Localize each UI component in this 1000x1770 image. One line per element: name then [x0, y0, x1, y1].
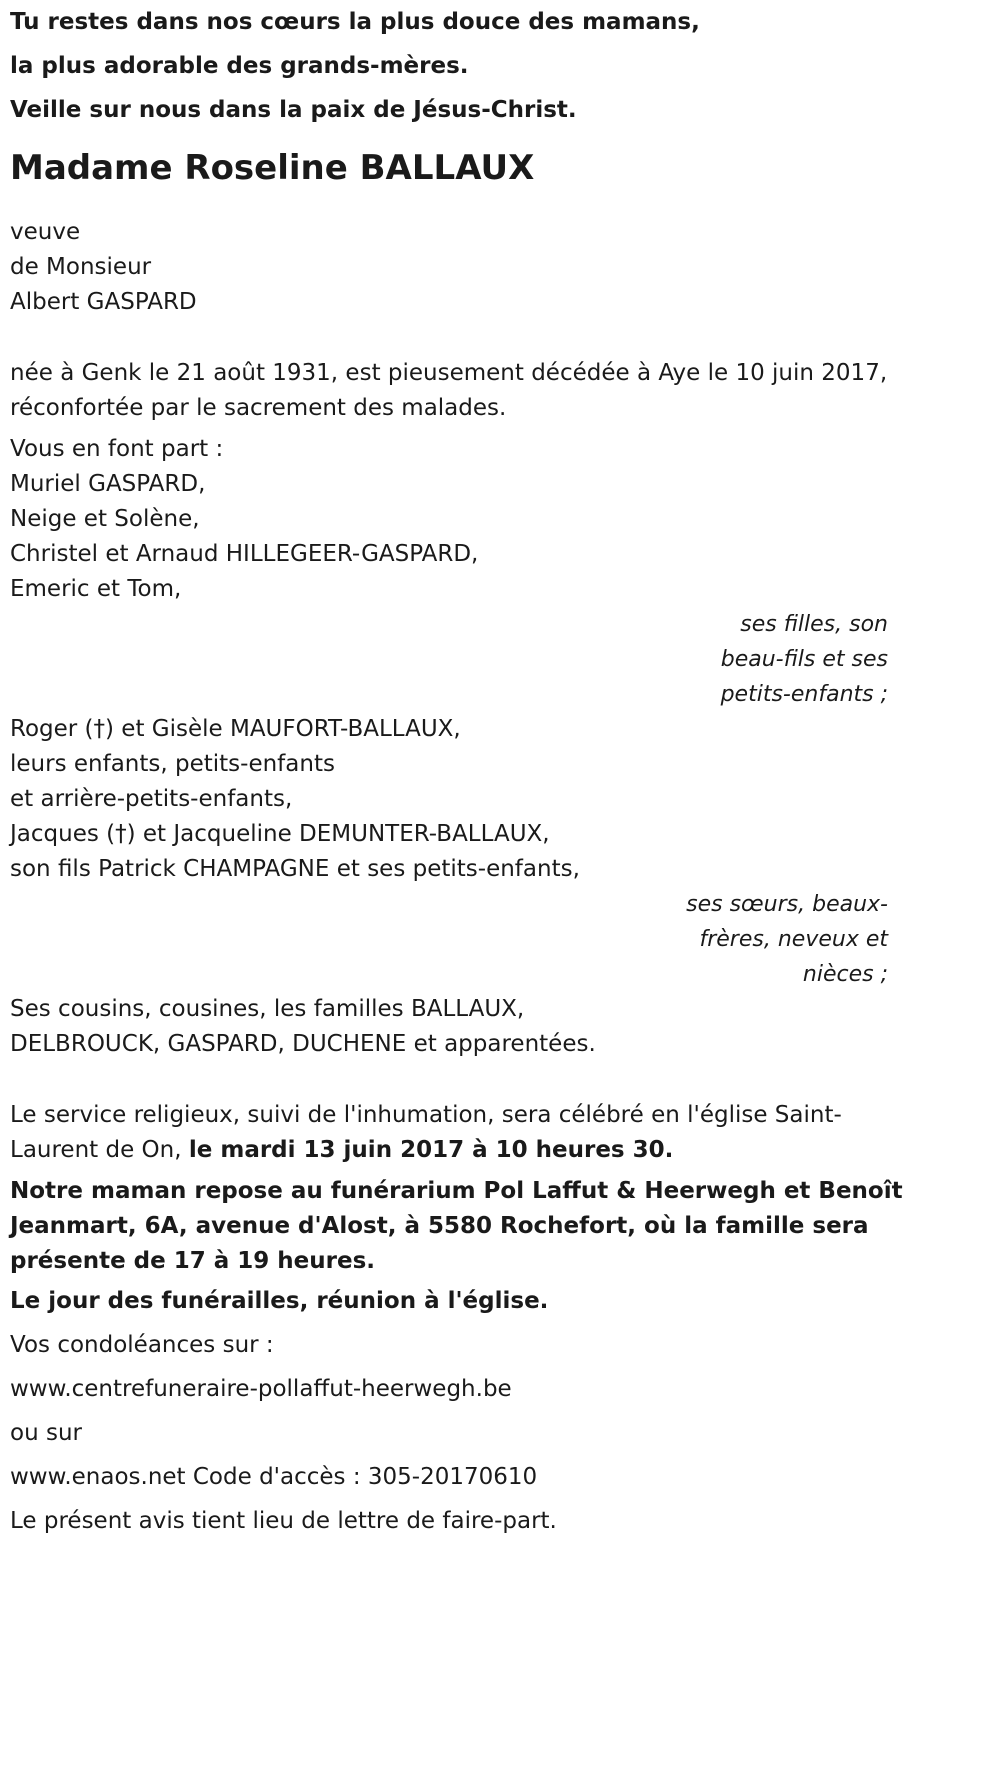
family-group-1-relation [10, 607, 890, 712]
family-line: Jacques (†) et Jacqueline DEMUNTER-BALLAUX, [10, 821, 550, 847]
family-group-1 [10, 467, 890, 607]
service-line [10, 1133, 890, 1168]
condolences [10, 1323, 890, 1499]
funeral-meeting: Le jour des funérailles, réunion à l'église. [10, 1288, 549, 1314]
relation-line: ses filles, son [740, 612, 888, 637]
condolences-intro: Vos condoléances sur : [10, 1332, 274, 1358]
family-line: leurs enfants, petits-enfants [10, 751, 335, 777]
family-line: Ses cousins, cousines, les familles BALLAUX, [10, 996, 525, 1022]
funerarium-line: Jeanmart, 6A, avenue d'Alost, à 5580 Rochefort, où la famille sera [10, 1213, 869, 1239]
family-line: Neige et Solène, [10, 506, 200, 532]
family-line: DELBROUCK, GASPARD, DUCHENE et apparentées. [10, 1031, 596, 1057]
family-line: Roger (†) et Gisèle MAUFORT-BALLAUX, [10, 716, 461, 742]
service-info [10, 1098, 890, 1168]
funerarium-line: Notre maman repose au funérarium Pol Laffut & Heerwegh et Benoît [10, 1178, 903, 1204]
service-date: le mardi 13 juin 2017 à 10 heures 30. [188, 1137, 674, 1163]
relation-line: petits-enfants ; [720, 682, 888, 707]
relation-line: ses sœurs, beaux- [686, 892, 888, 917]
widow-line: Albert GASPARD [10, 289, 197, 315]
family-group-2 [10, 712, 890, 887]
family-line: son fils Patrick CHAMPAGNE et ses petits-enfants, [10, 856, 580, 882]
motto-line: Tu restes dans nos cœurs la plus douce des mamans, [10, 9, 700, 35]
family-group-2-relation [10, 887, 890, 992]
relation-line: beau-fils et ses [720, 647, 888, 672]
funerarium-line: présente de 17 à 19 heures. [10, 1248, 376, 1274]
service-line: Le service religieux, suivi de l'inhumation, sera célébré en l'église Saint- [10, 1102, 842, 1128]
deceased-name: Madame Roseline BALLAUX [10, 148, 535, 188]
announcers-intro: Vous en font part : [10, 436, 224, 462]
widow-line: veuve [10, 219, 81, 245]
motto-line: la plus adorable des grands-mères. [10, 53, 469, 79]
condolences-link-2[interactable]: www.enaos.net Code d'accès : 305-20170610 [10, 1464, 538, 1490]
birth-death-line: réconfortée par le sacrement des malades. [10, 395, 507, 421]
closing-note: Le présent avis tient lieu de lettre de faire-part. [10, 1508, 557, 1534]
condolences-link-1[interactable]: www.centrefuneraire-pollaffut-heerwegh.be [10, 1376, 512, 1402]
motto [10, 0, 890, 132]
family-line: et arrière-petits-enfants, [10, 786, 293, 812]
relation-line: nièces ; [802, 962, 888, 987]
widow-line: de Monsieur [10, 254, 152, 280]
family-group-3 [10, 992, 890, 1062]
relation-line: frères, neveux et [699, 927, 888, 952]
service-place: Laurent de On, [10, 1137, 189, 1163]
birth-death [10, 356, 890, 426]
family-line: Emeric et Tom, [10, 576, 182, 602]
condolences-or: ou sur [10, 1420, 82, 1446]
birth-death-line: née à Genk le 21 août 1931, est pieusement décédée à Aye le 10 juin 2017, [10, 360, 888, 386]
funerarium-info [10, 1174, 903, 1279]
family-line: Christel et Arnaud HILLEGEER-GASPARD, [10, 541, 479, 567]
family-line: Muriel GASPARD, [10, 471, 206, 497]
widow-of [10, 215, 890, 320]
motto-line: Veille sur nous dans la paix de Jésus-Christ. [10, 97, 577, 123]
